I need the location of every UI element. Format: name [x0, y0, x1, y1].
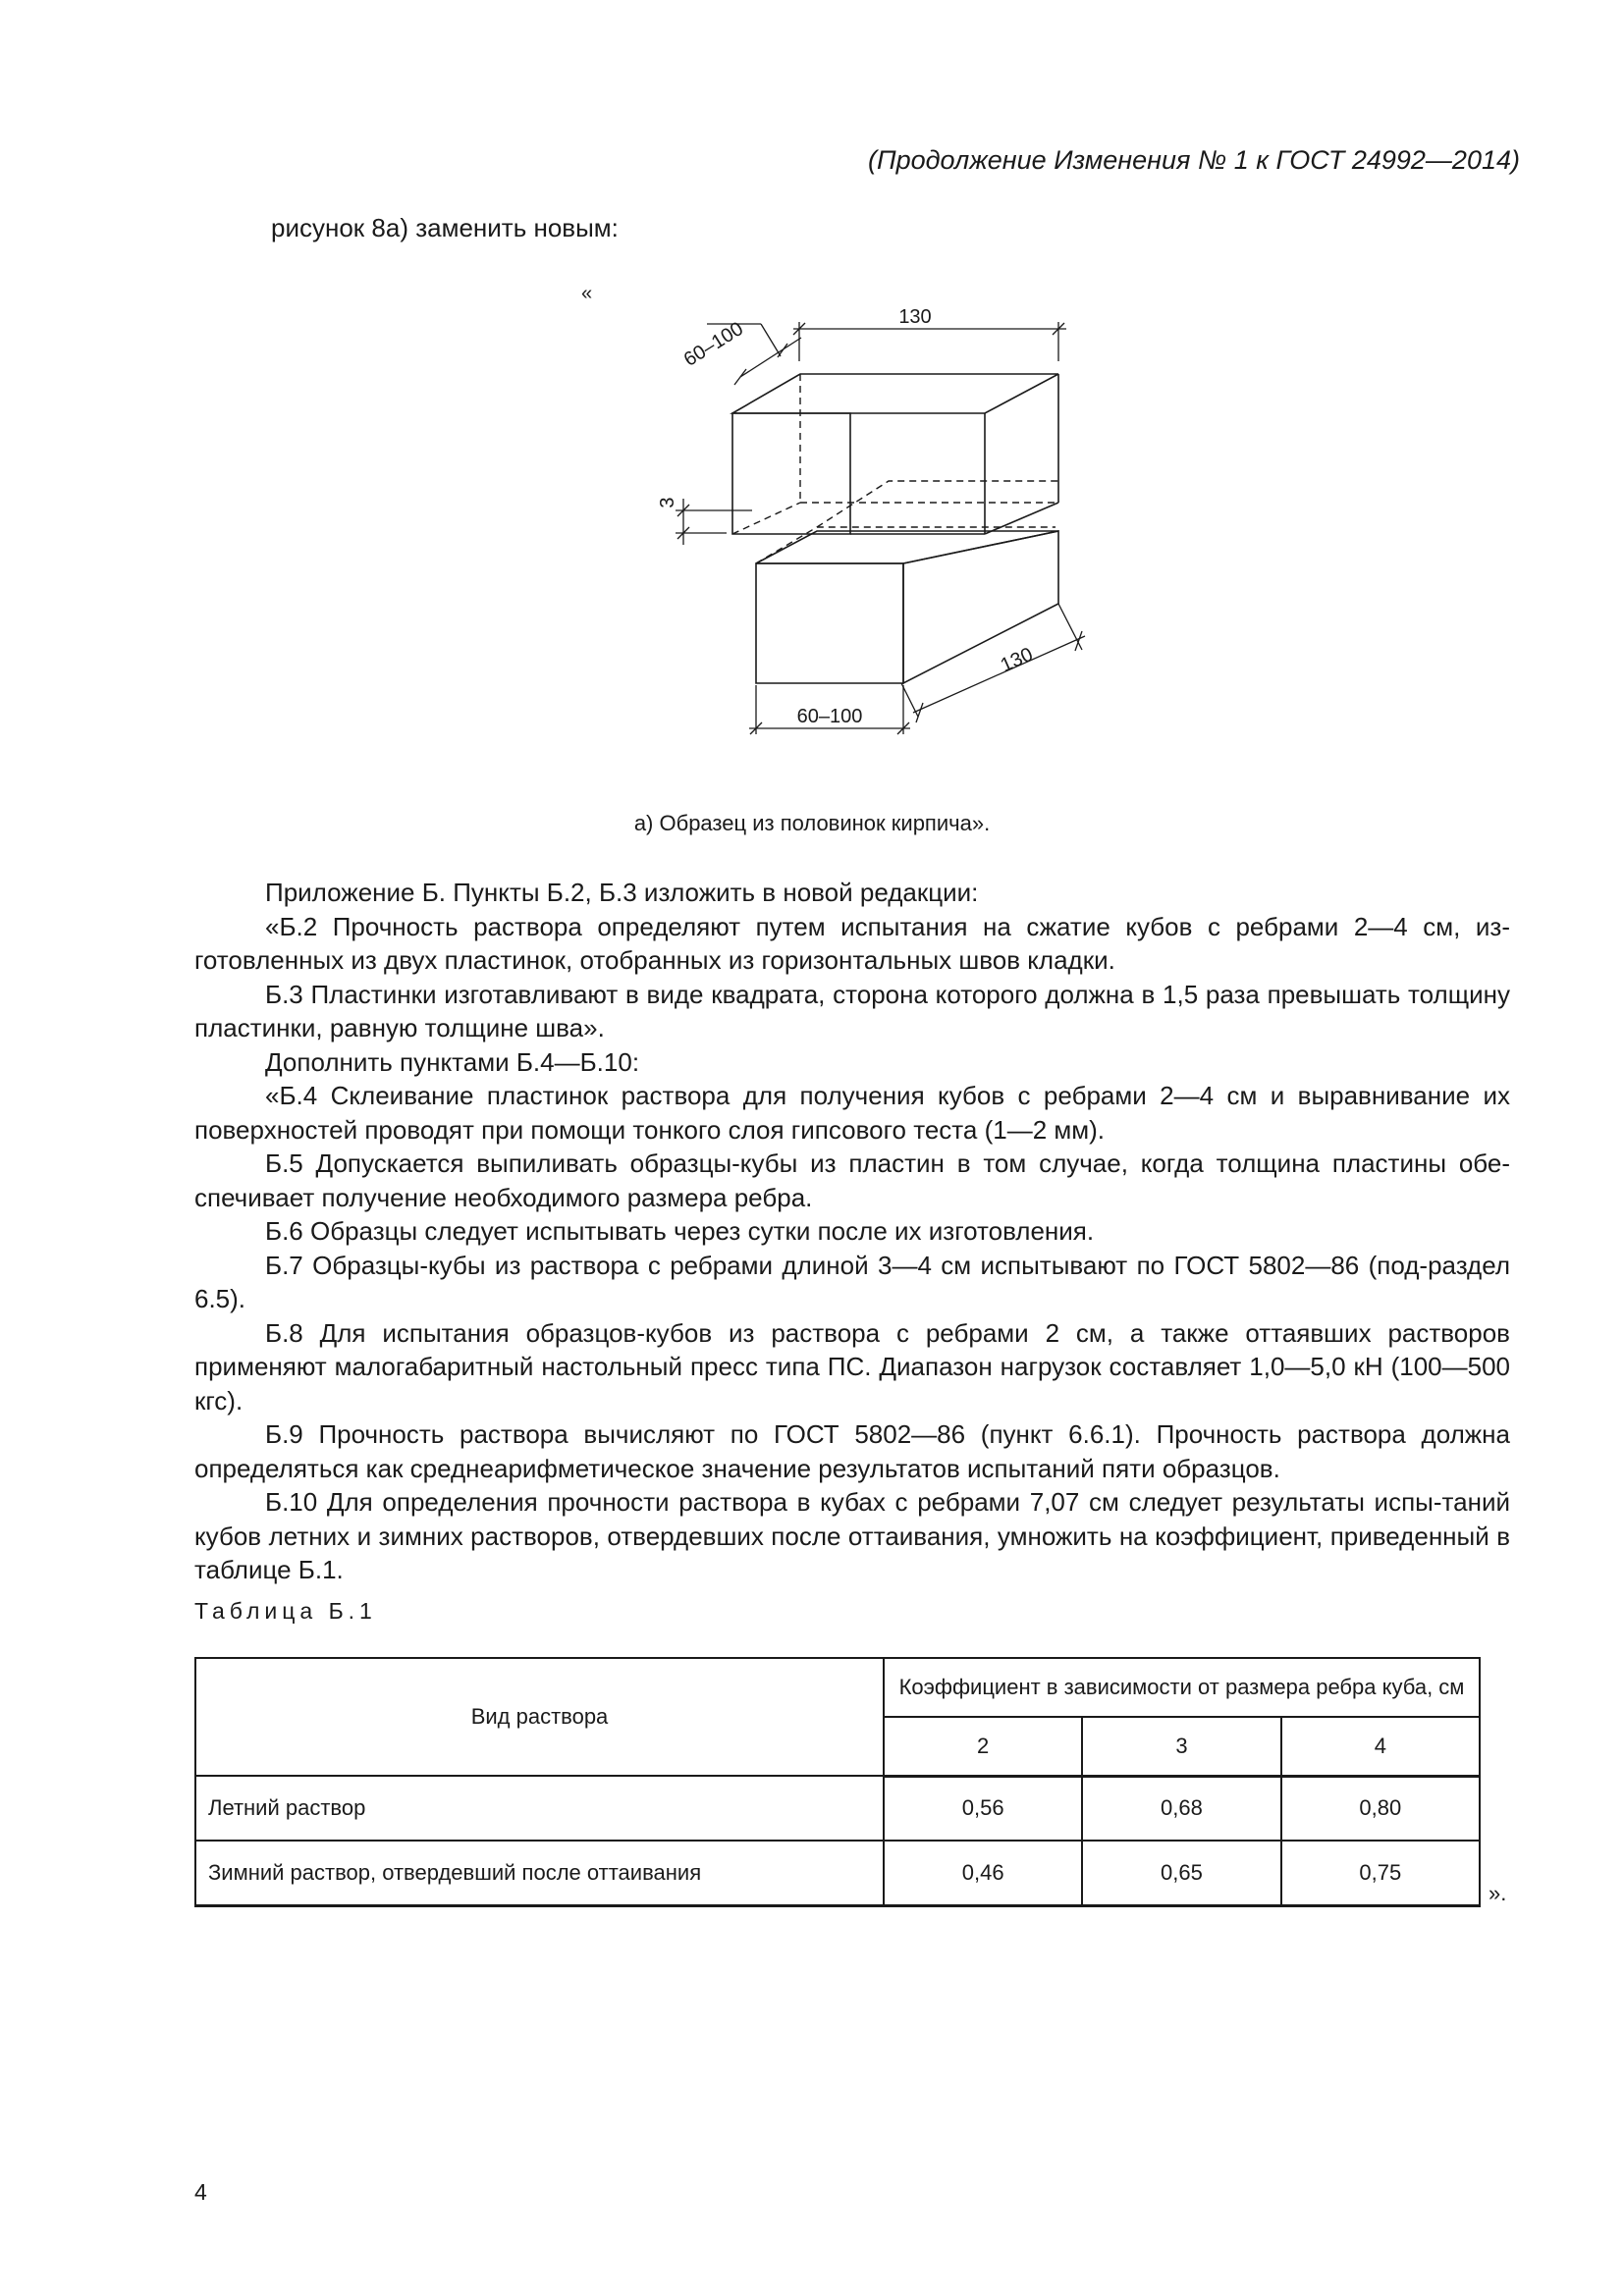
dim-bottom-length: 130 [997, 643, 1037, 677]
upper-brick-front [732, 413, 850, 534]
paragraph: Б.3 Пластинки изготавливают в виде квадрата, сторона которого должна в 1,5 раза превышать толщину пластинки, равную толщине шва». [194, 979, 1510, 1042]
dim-top-width: 60–100 [679, 317, 747, 371]
paragraph: Б.5 Допускается выпиливать образцы-кубы из пластин в том случае, когда толщина пластины обе-спечивает получение необходимого размера ребра. [194, 1148, 1510, 1212]
lower-brick-front [756, 563, 903, 683]
paragraph: Дополнить пунктами Б.4—Б.10: [265, 1046, 640, 1077]
paragraph: Б.7 Образцы-кубы из раствора с ребрами длиной 3—4 см испытывают по ГОСТ 5802—86 (под-раздел 6.5). [194, 1250, 1510, 1313]
paragraph: «Б.4 Склеивание пластинок раствора для получения кубов с ребрами 2—4 см и выравнивание их поверхностей проводят при помощи тонкого слоя гипсового теста (1—2 мм). [194, 1081, 1510, 1145]
table-row [195, 1841, 1480, 1905]
lower-brick-side [903, 531, 1058, 683]
paragraph: Приложение Б. Пункты Б.2, Б.3 изложить в новой редакции: [265, 878, 979, 907]
dim-top-length: 130 [898, 306, 932, 328]
cell-value: 0,80 [1281, 1776, 1480, 1841]
page-number: 4 [194, 2179, 207, 2205]
cell-value: 0,56 [884, 1776, 1082, 1841]
dim-gap: 3 [657, 497, 678, 508]
table-row [195, 1776, 1480, 1841]
table-title: Таблица Б.1 [194, 1598, 377, 1624]
coefficient-table [194, 1657, 1481, 1907]
col-header-size: 4 [1281, 1717, 1480, 1776]
col-header-size: 3 [1082, 1717, 1280, 1776]
paragraph: Б.6 Образцы следует испытывать через сутки после их изготовления. [265, 1216, 1095, 1246]
upper-brick-top [732, 374, 1058, 413]
row-label: Летний раствор [195, 1776, 884, 1841]
cell-value: 0,75 [1281, 1841, 1480, 1905]
row-label: Зимний раствор, отвердевший после оттаивания [195, 1841, 884, 1905]
paragraph: Б.10 Для определения прочности раствора в кубах с ребрами 7,07 см следует результаты испы-таний кубов летних и зимних растворов, отвердевших после оттаивания, умножить на коэффициент, приведенный в таблице Б.1. [194, 1487, 1510, 1584]
paragraph: Б.9 Прочность раствора вычисляют по ГОСТ 5802—86 (пункт 6.6.1). Прочность раствора должна определяться как среднеарифметическое значение результатов испытаний пяти образцов. [194, 1419, 1510, 1483]
paragraph: Б.8 Для испытания образцов-кубов из раствора с ребрами 2 см, а также оттаявших растворов применяют малогабаритный настольный пресс типа ПС. Диапазон нагрузок составляет 1,0—5,0 кН (100—500 кгс). [194, 1317, 1510, 1415]
paragraph: «Б.2 Прочность раствора определяют путем испытания на сжатие кубов с ребрами 2—4 см, из-готовленных из двух пластинок, отобранных из горизонтальных швов кладки. [194, 911, 1510, 975]
running-header: (Продолжение Изменения № 1 к ГОСТ 24992—2014) [868, 145, 1520, 175]
col-group-header: Коэффициент в зависимости от размера ребра куба, см [884, 1658, 1480, 1717]
dim-bottom-width: 60–100 [796, 706, 863, 727]
col-header-size: 2 [884, 1717, 1082, 1776]
lead-text: рисунок 8а) заменить новым: [271, 213, 619, 242]
cell-value: 0,68 [1082, 1776, 1280, 1841]
cell-value: 0,65 [1082, 1841, 1280, 1905]
cell-value: 0,46 [884, 1841, 1082, 1905]
brick-specimen-figure [560, 275, 1110, 785]
open-quote: « [581, 283, 593, 304]
col-header-mortar-type: Вид раствора [195, 1658, 884, 1776]
closing-quote: ». [1489, 1881, 1507, 1905]
body-text [194, 876, 1510, 1587]
brick-specimen-drawing [560, 275, 1110, 785]
figure-caption: а) Образец из половинок кирпича». [633, 811, 991, 835]
